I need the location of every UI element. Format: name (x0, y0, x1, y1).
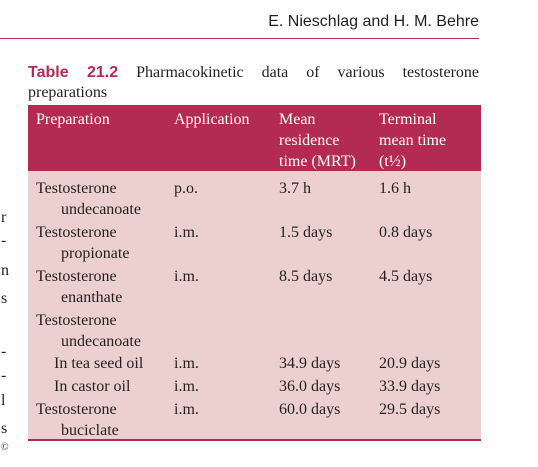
cell-preparation-cont: enanthate (61, 289, 123, 306)
cell-preparation: Testosterone (36, 180, 117, 197)
header-mrt-line-1: Mean (279, 111, 316, 128)
header-mrt-line-3: time (MRT) (279, 153, 356, 170)
header-rule (0, 38, 479, 39)
cell-terminal: 4.5 days (379, 268, 433, 285)
cell-mrt: 60.0 days (279, 401, 341, 418)
cell-application: i.m. (174, 224, 199, 241)
header-mrt-line-2: residence (279, 132, 340, 149)
table-header (28, 105, 481, 171)
header-preparation: Preparation (36, 111, 110, 128)
cell-mrt: 1.5 days (279, 224, 333, 241)
cell-preparation: Testosterone (36, 401, 117, 418)
margin-fragment: s (1, 420, 8, 437)
margin-fragment: © (1, 442, 9, 453)
margin-fragment: r (1, 209, 7, 226)
cell-preparation: Testosterone (36, 224, 117, 241)
cell-preparation-cont: undecanoate (61, 201, 141, 218)
cell-preparation: Testosterone (36, 312, 117, 329)
header-terminal-line-1: Terminal (379, 111, 437, 128)
header-mrt (279, 109, 356, 172)
header-terminal-line-2: mean time (379, 132, 447, 149)
data-table (28, 105, 481, 440)
cell-mrt: 8.5 days (279, 268, 333, 285)
cell-terminal: 0.8 days (379, 224, 433, 241)
header-terminal-line-3: (t½) (379, 153, 407, 170)
cell-preparation-sub: In tea seed oil (54, 355, 144, 372)
cell-application: i.m. (174, 355, 199, 372)
caption-line-2: preparations (28, 84, 108, 101)
cell-terminal: 29.5 days (379, 401, 441, 418)
cell-terminal: 33.9 days (379, 378, 441, 395)
cell-preparation-sub: In castor oil (54, 378, 131, 395)
cell-mrt: 34.9 days (279, 355, 341, 372)
cell-preparation-cont: buciclate (61, 422, 119, 439)
cell-mrt: 3.7 h (279, 180, 311, 197)
running-head: E. Nieschlag and H. M. Behre (268, 13, 479, 30)
table-label: Table 21.2 (28, 64, 119, 81)
margin-fragment: s (1, 290, 8, 307)
cell-preparation: Testosterone (36, 268, 117, 285)
margin-fragment: l (1, 392, 6, 409)
margin-fragment: - (1, 367, 7, 384)
table-bottom-rule (28, 439, 481, 441)
cell-terminal: 1.6 h (379, 180, 411, 197)
cell-preparation-cont: propionate (61, 245, 130, 262)
margin-fragment: - (1, 232, 7, 249)
margin-fragment: - (1, 343, 7, 360)
cell-application: i.m. (174, 401, 199, 418)
header-terminal (379, 109, 446, 172)
header-application: Application (174, 111, 250, 128)
margin-fragment: n (1, 262, 9, 279)
cell-mrt: 36.0 days (279, 378, 341, 395)
cell-preparation-cont: undecanoate (61, 333, 141, 350)
table-caption (28, 63, 479, 83)
cell-application: i.m. (174, 378, 199, 395)
cell-terminal: 20.9 days (379, 355, 441, 372)
caption-line-1: Pharmacokinetic data of various testosterone (136, 64, 480, 81)
cell-application: i.m. (174, 268, 199, 285)
cell-application: p.o. (174, 180, 198, 197)
